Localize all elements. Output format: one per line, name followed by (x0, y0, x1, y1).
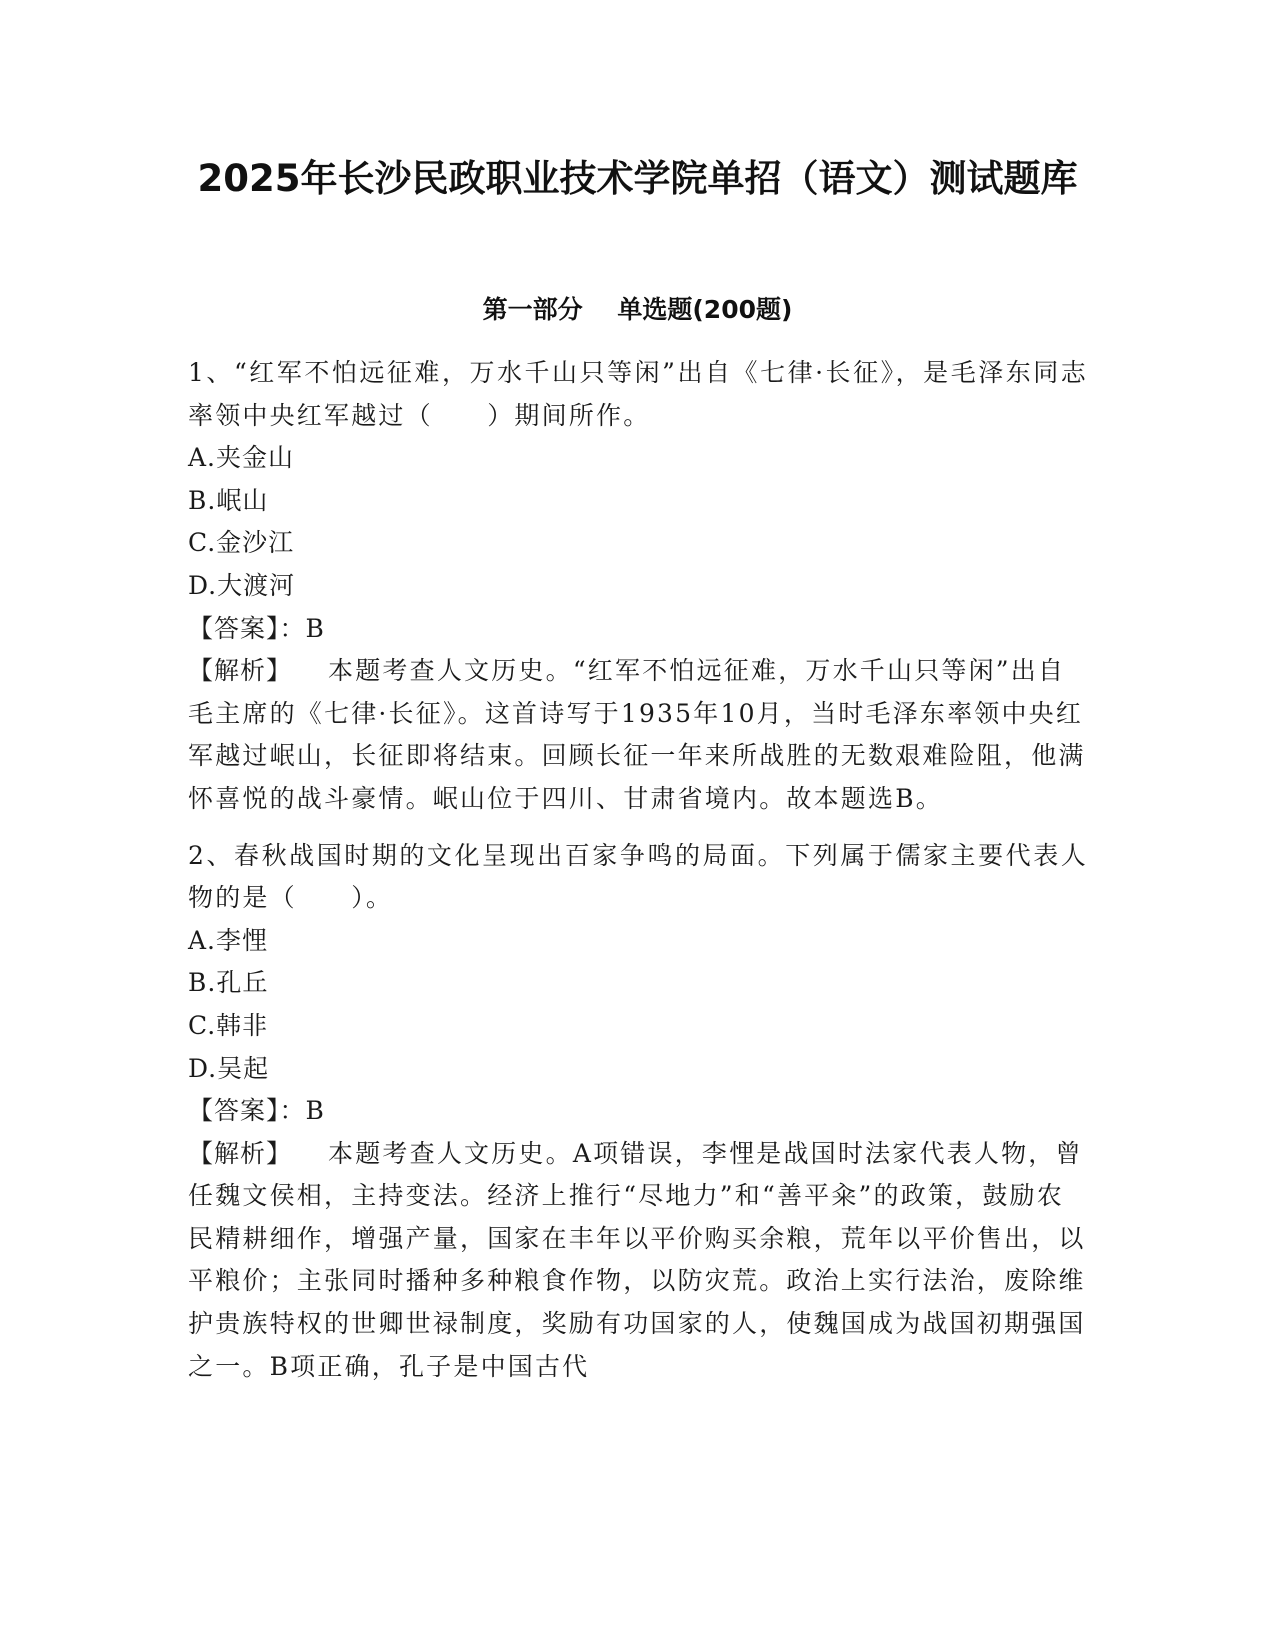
option-c: C.金沙江 (188, 528, 295, 558)
answer-tag: 【答案】 (188, 1096, 280, 1126)
analysis-tag: 【解析】 (188, 656, 293, 686)
analysis-text: 本题考查人文历史。A项错误，李悝是战国时法家代表人物，曾任魏文侯相，主持变法。经济上推行“尽地力”和“善平籴”的政策，鼓励农民精耕细作，增强产量，国家在丰年以平价购买余粮，荒年以平价售出，以平粮价；主张同时播种多种粮食作物，以防灾荒。政治上实行法治，废除维护贵族特权的世卿世禄制度，奖励有功国家的人，使魏国成为战国初期强国之一。B项正确，孔子是中国古代 (188, 1138, 1086, 1381)
question-stem: 2、春秋战国时期的文化呈现出百家争鸣的局面。下列属于儒家主要代表人物的是（ ）。 (188, 840, 1088, 913)
analysis-tag: 【解析】 (188, 1138, 293, 1168)
option-a: A.李悝 (188, 925, 269, 955)
question-stem: 1、“红军不怕远征难，万水千山只等闲”出自《七律·长征》，是毛泽东同志率领中央红军越过（ ）期间所作。 (188, 358, 1088, 430)
option-d: D.吴起 (188, 1053, 270, 1083)
answer-line (188, 608, 1088, 651)
answer-value: B (305, 613, 325, 643)
option-a: A.夹金山 (188, 443, 295, 473)
option-c: C.韩非 (188, 1010, 269, 1040)
option-b: B.岷山 (188, 485, 269, 515)
option-d: D.大渡河 (188, 570, 296, 600)
answer-value: B (305, 1096, 325, 1126)
document-title: 2025年长沙民政职业技术学院单招（语文）测试题库 (197, 157, 1078, 200)
answer-line (188, 1090, 1088, 1133)
analysis-paragraph (188, 650, 1088, 820)
section-title: 第一部分 单选题(200题) (482, 295, 793, 324)
question-list (188, 352, 1088, 1388)
question-item (188, 835, 1088, 1389)
answer-separator: ： (279, 613, 306, 643)
option-b: B.孔丘 (188, 968, 269, 998)
answer-separator: ： (279, 1096, 306, 1126)
analysis-text: 本题考查人文历史。“红军不怕远征难，万水千山只等闲”出自毛主席的《七律·长征》。这首诗写于1935年10月，当时毛泽东率领中央红军越过岷山，长征即将结束。回顾长征一年来所战胜的无数艰难险阻，他满怀喜悦的战斗豪情。岷山位于四川、甘肃省境内。故本题选B。 (188, 656, 1086, 813)
question-item (188, 352, 1088, 821)
answer-tag: 【答案】 (188, 613, 280, 643)
analysis-paragraph (188, 1133, 1088, 1389)
